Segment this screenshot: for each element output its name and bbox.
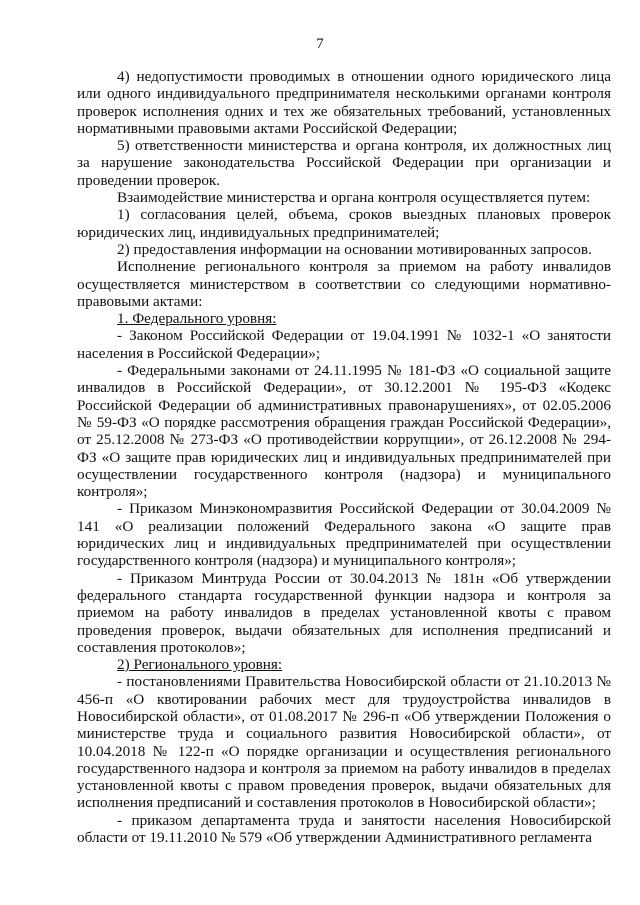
paragraph-federal-laws: - Федеральными законами от 24.11.1995 № 181-ФЗ «О социальной защите инвалидов в Российской Федерации», от 30.12.2001 № 195-ФЗ «Кодекс Российской Федерации об административных правонарушениях», от 02.05.2006 № 59-ФЗ «О порядке рассмотрения обращения граждан Российской Федерации», от 25.12.2008 № 273-ФЗ «О противодействии коррупции», от 26.12.2008 № 294-ФЗ «О защите прав юридических лиц и индивидуальных предпринимателей при осуществлении государственного контроля (надзора) и муниципального контроля»;: [77, 362, 611, 501]
page-number: 7: [316, 36, 324, 52]
paragraph-item-5: 5) ответственности министерства и органа контроля, их должностных лиц за нарушение законодательства Российской Федерации при организации и проведении проверок.: [77, 137, 611, 189]
heading-federal-level-text: 1. Федерального уровня:: [117, 310, 277, 328]
paragraph-federal-law: - Законом Российской Федерации от 19.04.1991 № 1032-1 «О занятости населения в Российской Федерации»;: [77, 327, 611, 362]
heading-federal-level: [77, 310, 611, 327]
heading-regional-level-text: 2) Регионального уровня:: [117, 656, 283, 674]
paragraph-interaction-2: 2) предоставления информации на основании мотивированных запросов.: [117, 240, 592, 258]
paragraph-item-4: 4) недопустимости проводимых в отношении одного юридического лица или одного индивидуального предпринимателя несколькими органами контроля проверок исполнения одних и тех же обязательных требований, установленных нормативными правовыми актами Российской Федерации;: [77, 68, 611, 137]
paragraph-interaction-1: 1) согласования целей, объема, сроков выездных плановых проверок юридических лиц, индивидуальных предпринимателей;: [77, 206, 611, 241]
paragraph-order-minecon: - Приказом Минэкономразвития Российской Федерации от 30.04.2009 № 141 «О реализации положений Федерального закона «О защите прав юридических лиц и индивидуальных предпринимателей при осуществлении государственного контроля (надзора) и муниципального контроля»;: [77, 500, 611, 570]
paragraph-interaction-intro: Взаимодействие министерства и органа контроля осуществляется путем:: [117, 189, 591, 207]
document-body: [77, 68, 611, 846]
heading-regional-level: [77, 656, 611, 673]
paragraph-legal-basis-intro: Исполнение регионального контроля за приемом на работу инвалидов осуществляется министерством в соответствии со следующими нормативно-правовыми актами:: [77, 258, 611, 310]
paragraph-regional-resolutions: - постановлениями Правительства Новосибирской области от 21.10.2013 № 456-п «О квотировании рабочих мест для трудоустройства инвалидов в Новосибирской области», от 01.08.2017 № 296-п «Об утверждении Положения о министерстве труда и социального развития Новосибирской области», от 10.04.2018 № 122-п «О порядке организации и осуществления регионального государственного надзора и контроля за приемом на работу инвалидов в пределах установленной квоты с правом проведения проверок, выдачи обязательных для исполнения предписаний и составления протоколов в Новосибирской области»;: [77, 673, 611, 812]
paragraph-regional-order: - приказом департамента труда и занятости населения Новосибирской области от 19.11.2010 № 579 «Об утверждении Административного регламента: [77, 811, 611, 847]
paragraph-order-mintrud: - Приказом Минтруда России от 30.04.2013 № 181н «Об утверждении федерального стандарта государственной функции надзора и контроля за приемом на работу инвалидов в пределах установленной квоты с правом проведения проверок, выдачи обязательных для исполнения предписаний и составления протоколов»;: [77, 569, 611, 656]
